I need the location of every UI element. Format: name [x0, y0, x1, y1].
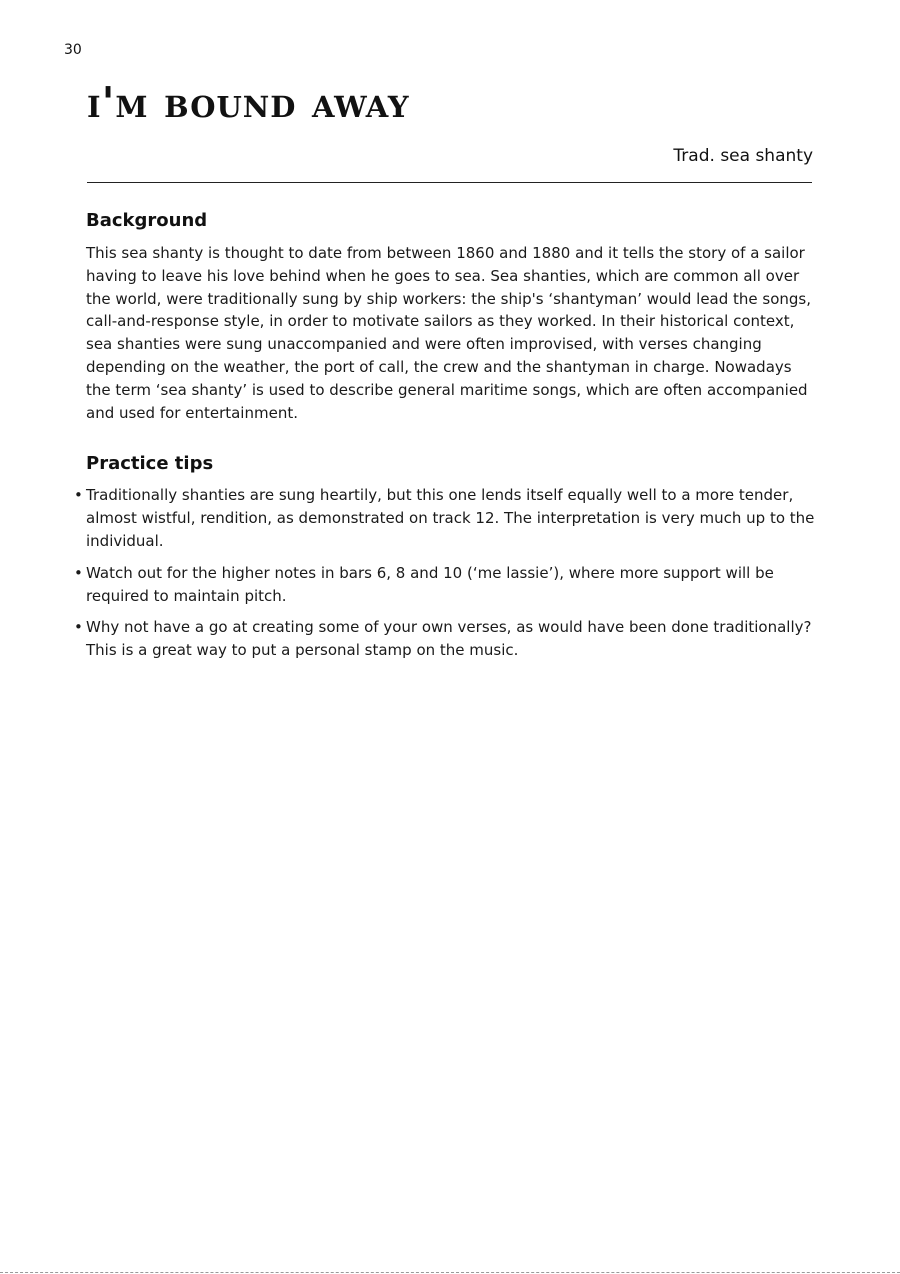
page-title: i'm bound away — [87, 78, 410, 127]
tip-text: Why not have a go at creating some of your own verses, as would have been done traditionally? This is a great way to put a personal stamp on the music. — [86, 618, 812, 660]
bullet-icon: • — [74, 563, 83, 582]
practice-tips-section — [74, 452, 816, 662]
main-content — [74, 209, 816, 671]
practice-tips-heading: Practice tips — [86, 453, 214, 475]
list-item — [74, 616, 816, 662]
practice-tips-list — [74, 484, 816, 662]
tip-text: Watch out for the higher notes in bars 6, 8 and 10 (‘me lassie’), where more support will be required to maintain pitch. — [86, 563, 774, 605]
list-item — [74, 562, 816, 608]
title-divider — [87, 182, 812, 183]
bullet-icon: • — [74, 486, 83, 505]
page-number: 30 — [64, 42, 82, 58]
list-item — [74, 484, 816, 552]
background-section — [86, 209, 816, 424]
attribution: Trad. sea shanty — [673, 146, 813, 166]
page-bottom-edge — [0, 1272, 900, 1273]
bullet-icon: • — [74, 618, 83, 637]
background-text: This sea shanty is thought to date from between 1860 and 1880 and it tells the story of a sailor having to leave his love behind when he goes to sea. Sea shanties, which are common all over the world, were traditionally sung by ship workers: the ship's ‘shantyman’ would lead the songs, call-and-response style, in order to motivate sailors as they worked. In their historical context, sea shanties were sung unaccompanied and were often improvised, with verses changing depending on the weather, the port of call, the crew and the shantyman in charge. Nowadays the term ‘sea shanty’ is used to describe general maritime songs, which are often accompanied and used for entertainment. — [86, 244, 812, 422]
tip-text: Traditionally shanties are sung heartily, but this one lends itself equally well to a more tender, almost wistful, rendition, as demonstrated on track 12. The interpretation is very much up to the individual. — [86, 486, 815, 550]
background-heading: Background — [86, 210, 208, 231]
